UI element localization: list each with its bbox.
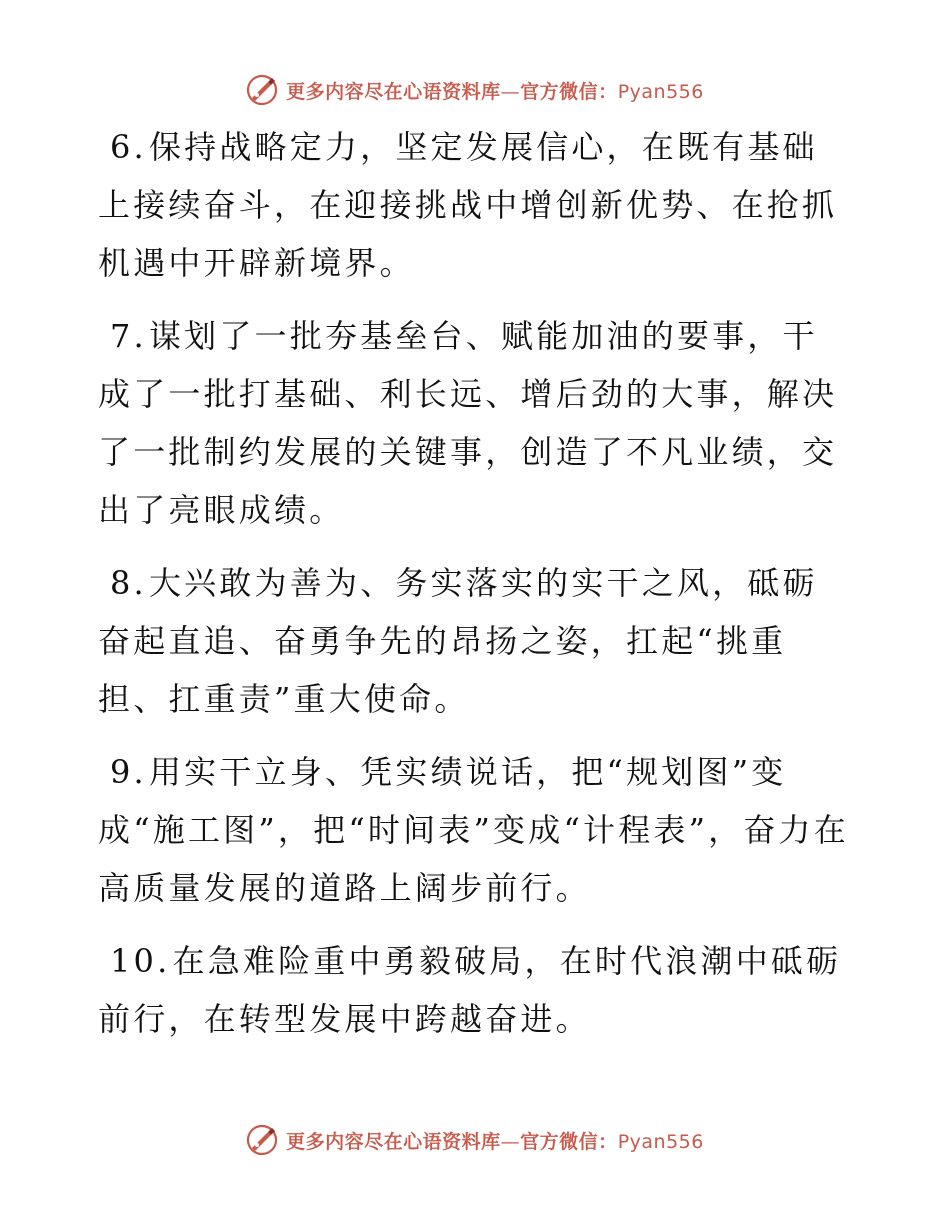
document-body: [98, 118, 850, 1063]
watermark-separator: —: [500, 1130, 521, 1153]
watermark-wechat-id: Pyan556: [617, 1130, 704, 1153]
paragraph-6: [98, 118, 850, 292]
paragraph-number: 9.: [110, 753, 147, 791]
watermark-text: [286, 77, 704, 104]
header-watermark: [0, 70, 950, 110]
watermark-text: [286, 1127, 704, 1154]
paragraph-text: 在急难险重中勇毅破局，在时代浪潮中砥砺前行，在转型发展中跨越奋进。: [98, 942, 842, 1038]
paragraph-9: [98, 743, 850, 917]
paragraph-number: 6.: [110, 128, 147, 166]
paragraph-7: [98, 307, 850, 539]
paragraph-number: 10.: [110, 942, 171, 980]
paragraph-text: 用实干立身、凭实绩说话，把“规划图”变成“施工图”，把“时间表”变成“计程表”，奋力在高质量发展的道路上阔步前行。: [98, 753, 849, 907]
watermark-separator: —: [500, 80, 521, 103]
watermark-wechat-id: Pyan556: [617, 80, 704, 103]
paragraph-number: 7.: [110, 317, 147, 355]
footer-watermark: [0, 1120, 950, 1160]
watermark-wechat-label: 官方微信：: [520, 1130, 618, 1153]
paragraph-8: [98, 554, 850, 728]
watermark-site: 更多内容尽在心语资料库: [286, 80, 501, 103]
watermark-wechat-label: 官方微信：: [520, 80, 618, 103]
pen-seal-logo-icon: [246, 74, 278, 106]
paragraph-text: 保持战略定力，坚定发展信心，在既有基础上接续奋斗，在迎接挑战中增创新优势、在抢抓机遇中开辟新境界。: [98, 128, 838, 282]
paragraph-text: 谋划了一批夯基垒台、赋能加油的要事，干成了一批打基础、利长远、增后劲的大事，解决了一批制约发展的关键事，创造了不凡业绩，交出了亮眼成绩。: [98, 317, 838, 529]
watermark-site: 更多内容尽在心语资料库: [286, 1130, 501, 1153]
paragraph-10: [98, 932, 850, 1048]
pen-seal-logo-icon: [246, 1124, 278, 1156]
paragraph-text: 大兴敢为善为、务实落实的实干之风，砥砺奋起直追、奋勇争先的昂扬之姿，扛起“挑重担、扛重责”重大使命。: [98, 564, 818, 718]
paragraph-number: 8.: [110, 564, 147, 602]
